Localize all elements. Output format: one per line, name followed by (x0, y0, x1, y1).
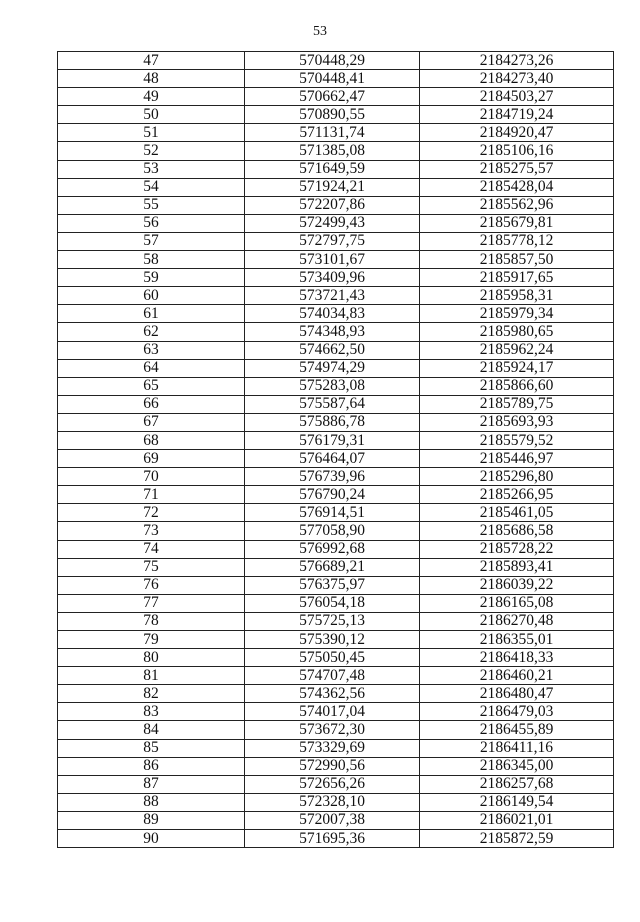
point-number-cell: 57 (58, 232, 245, 250)
point-number-cell: 60 (58, 287, 245, 305)
x-coordinate-cell: 574974,29 (245, 359, 420, 377)
table-row (58, 431, 614, 449)
point-number-cell: 59 (58, 269, 245, 287)
point-number-cell: 62 (58, 323, 245, 341)
x-coordinate-cell: 576054,18 (245, 594, 420, 612)
table-row (58, 649, 614, 667)
point-number-cell: 78 (58, 612, 245, 630)
y-coordinate-cell: 2185857,50 (420, 251, 614, 269)
y-coordinate-cell: 2186270,48 (420, 612, 614, 630)
y-coordinate-cell: 2186039,22 (420, 576, 614, 594)
table-row (58, 793, 614, 811)
x-coordinate-cell: 574662,50 (245, 341, 420, 359)
table-row (58, 377, 614, 395)
y-coordinate-cell: 2186455,89 (420, 721, 614, 739)
point-number-cell: 74 (58, 540, 245, 558)
y-coordinate-cell: 2186165,08 (420, 594, 614, 612)
point-number-cell: 54 (58, 178, 245, 196)
x-coordinate-cell: 575050,45 (245, 649, 420, 667)
y-coordinate-cell: 2185917,65 (420, 269, 614, 287)
x-coordinate-cell: 575886,78 (245, 413, 420, 431)
table-row (58, 685, 614, 703)
x-coordinate-cell: 575390,12 (245, 631, 420, 649)
y-coordinate-cell: 2185461,05 (420, 504, 614, 522)
table-row (58, 287, 614, 305)
table-row (58, 142, 614, 160)
x-coordinate-cell: 571924,21 (245, 178, 420, 196)
point-number-cell: 77 (58, 594, 245, 612)
point-number-cell: 83 (58, 703, 245, 721)
x-coordinate-cell: 573721,43 (245, 287, 420, 305)
y-coordinate-cell: 2185980,65 (420, 323, 614, 341)
y-coordinate-cell: 2186345,00 (420, 757, 614, 775)
x-coordinate-cell: 576689,21 (245, 558, 420, 576)
y-coordinate-cell: 2185872,59 (420, 830, 614, 848)
x-coordinate-cell: 570662,47 (245, 88, 420, 106)
table-row (58, 305, 614, 323)
y-coordinate-cell: 2185446,97 (420, 450, 614, 468)
table-row (58, 540, 614, 558)
table-row (58, 830, 614, 848)
y-coordinate-cell: 2185428,04 (420, 178, 614, 196)
table-row (58, 178, 614, 196)
x-coordinate-cell: 573101,67 (245, 251, 420, 269)
table-row (58, 594, 614, 612)
x-coordinate-cell: 573329,69 (245, 739, 420, 757)
x-coordinate-cell: 574348,93 (245, 323, 420, 341)
table-row (58, 576, 614, 594)
point-number-cell: 58 (58, 251, 245, 269)
point-number-cell: 48 (58, 70, 245, 88)
point-number-cell: 89 (58, 811, 245, 829)
x-coordinate-cell: 573672,30 (245, 721, 420, 739)
point-number-cell: 55 (58, 196, 245, 214)
table-row (58, 757, 614, 775)
table-row (58, 775, 614, 793)
y-coordinate-cell: 2186460,21 (420, 667, 614, 685)
table-row (58, 395, 614, 413)
table-row (58, 232, 614, 250)
y-coordinate-cell: 2186480,47 (420, 685, 614, 703)
point-number-cell: 50 (58, 106, 245, 124)
x-coordinate-cell: 576992,68 (245, 540, 420, 558)
y-coordinate-cell: 2186418,33 (420, 649, 614, 667)
point-number-cell: 82 (58, 685, 245, 703)
x-coordinate-cell: 576464,07 (245, 450, 420, 468)
x-coordinate-cell: 574362,56 (245, 685, 420, 703)
point-number-cell: 61 (58, 305, 245, 323)
point-number-cell: 70 (58, 468, 245, 486)
y-coordinate-cell: 2185893,41 (420, 558, 614, 576)
point-number-cell: 65 (58, 377, 245, 395)
point-number-cell: 73 (58, 522, 245, 540)
x-coordinate-cell: 576375,97 (245, 576, 420, 594)
x-coordinate-cell: 571695,36 (245, 830, 420, 848)
table-row (58, 667, 614, 685)
y-coordinate-cell: 2184719,24 (420, 106, 614, 124)
point-number-cell: 56 (58, 214, 245, 232)
table-row (58, 269, 614, 287)
y-coordinate-cell: 2185266,95 (420, 486, 614, 504)
y-coordinate-cell: 2185866,60 (420, 377, 614, 395)
point-number-cell: 86 (58, 757, 245, 775)
x-coordinate-cell: 575283,08 (245, 377, 420, 395)
x-coordinate-cell: 576179,31 (245, 431, 420, 449)
point-number-cell: 49 (58, 88, 245, 106)
table-row (58, 450, 614, 468)
point-number-cell: 72 (58, 504, 245, 522)
y-coordinate-cell: 2185728,22 (420, 540, 614, 558)
point-number-cell: 87 (58, 775, 245, 793)
table-row (58, 196, 614, 214)
x-coordinate-cell: 576790,24 (245, 486, 420, 504)
x-coordinate-cell: 574707,48 (245, 667, 420, 685)
point-number-cell: 47 (58, 52, 245, 70)
point-number-cell: 71 (58, 486, 245, 504)
table-row (58, 251, 614, 269)
point-number-cell: 63 (58, 341, 245, 359)
x-coordinate-cell: 572990,56 (245, 757, 420, 775)
y-coordinate-cell: 2186411,16 (420, 739, 614, 757)
table-row (58, 413, 614, 431)
x-coordinate-cell: 576914,51 (245, 504, 420, 522)
y-coordinate-cell: 2185924,17 (420, 359, 614, 377)
x-coordinate-cell: 571385,08 (245, 142, 420, 160)
x-coordinate-cell: 572328,10 (245, 793, 420, 811)
y-coordinate-cell: 2186149,54 (420, 793, 614, 811)
x-coordinate-cell: 572207,86 (245, 196, 420, 214)
table-row (58, 160, 614, 178)
x-coordinate-cell: 575587,64 (245, 395, 420, 413)
y-coordinate-cell: 2184503,27 (420, 88, 614, 106)
y-coordinate-cell: 2185693,93 (420, 413, 614, 431)
table-row (58, 811, 614, 829)
table-row (58, 88, 614, 106)
y-coordinate-cell: 2184920,47 (420, 124, 614, 142)
x-coordinate-cell: 570890,55 (245, 106, 420, 124)
y-coordinate-cell: 2185686,58 (420, 522, 614, 540)
y-coordinate-cell: 2185962,24 (420, 341, 614, 359)
x-coordinate-cell: 572797,75 (245, 232, 420, 250)
x-coordinate-cell: 570448,41 (245, 70, 420, 88)
y-coordinate-cell: 2185562,96 (420, 196, 614, 214)
point-number-cell: 85 (58, 739, 245, 757)
point-number-cell: 81 (58, 667, 245, 685)
point-number-cell: 90 (58, 830, 245, 848)
table-row (58, 214, 614, 232)
y-coordinate-cell: 2185789,75 (420, 395, 614, 413)
point-number-cell: 76 (58, 576, 245, 594)
point-number-cell: 51 (58, 124, 245, 142)
point-number-cell: 64 (58, 359, 245, 377)
y-coordinate-cell: 2185275,57 (420, 160, 614, 178)
table-row (58, 468, 614, 486)
x-coordinate-cell: 572656,26 (245, 775, 420, 793)
table-row (58, 124, 614, 142)
y-coordinate-cell: 2185679,81 (420, 214, 614, 232)
table-row (58, 612, 614, 630)
point-number-cell: 52 (58, 142, 245, 160)
x-coordinate-cell: 576739,96 (245, 468, 420, 486)
table-row (58, 486, 614, 504)
point-number-cell: 84 (58, 721, 245, 739)
table-row (58, 504, 614, 522)
table-row (58, 522, 614, 540)
point-number-cell: 53 (58, 160, 245, 178)
y-coordinate-cell: 2184273,40 (420, 70, 614, 88)
y-coordinate-cell: 2185778,12 (420, 232, 614, 250)
table-row (58, 70, 614, 88)
x-coordinate-cell: 571649,59 (245, 160, 420, 178)
point-number-cell: 75 (58, 558, 245, 576)
coordinates-table (57, 51, 614, 848)
point-number-cell: 67 (58, 413, 245, 431)
point-number-cell: 68 (58, 431, 245, 449)
x-coordinate-cell: 575725,13 (245, 612, 420, 630)
table-row (58, 703, 614, 721)
x-coordinate-cell: 570448,29 (245, 52, 420, 70)
y-coordinate-cell: 2184273,26 (420, 52, 614, 70)
x-coordinate-cell: 577058,90 (245, 522, 420, 540)
coordinates-table-body (58, 52, 614, 848)
x-coordinate-cell: 574034,83 (245, 305, 420, 323)
table-row (58, 106, 614, 124)
y-coordinate-cell: 2186479,03 (420, 703, 614, 721)
y-coordinate-cell: 2186021,01 (420, 811, 614, 829)
table-row (58, 631, 614, 649)
x-coordinate-cell: 571131,74 (245, 124, 420, 142)
y-coordinate-cell: 2185106,16 (420, 142, 614, 160)
point-number-cell: 79 (58, 631, 245, 649)
table-row (58, 323, 614, 341)
y-coordinate-cell: 2186355,01 (420, 631, 614, 649)
point-number-cell: 66 (58, 395, 245, 413)
x-coordinate-cell: 574017,04 (245, 703, 420, 721)
table-row (58, 721, 614, 739)
table-row (58, 341, 614, 359)
x-coordinate-cell: 573409,96 (245, 269, 420, 287)
x-coordinate-cell: 572499,43 (245, 214, 420, 232)
y-coordinate-cell: 2185958,31 (420, 287, 614, 305)
y-coordinate-cell: 2186257,68 (420, 775, 614, 793)
point-number-cell: 80 (58, 649, 245, 667)
y-coordinate-cell: 2185296,80 (420, 468, 614, 486)
point-number-cell: 69 (58, 450, 245, 468)
point-number-cell: 88 (58, 793, 245, 811)
table-row (58, 359, 614, 377)
table-row (58, 558, 614, 576)
y-coordinate-cell: 2185979,34 (420, 305, 614, 323)
x-coordinate-cell: 572007,38 (245, 811, 420, 829)
page-number: 53 (313, 24, 327, 39)
table-row (58, 52, 614, 70)
table-row (58, 739, 614, 757)
y-coordinate-cell: 2185579,52 (420, 431, 614, 449)
